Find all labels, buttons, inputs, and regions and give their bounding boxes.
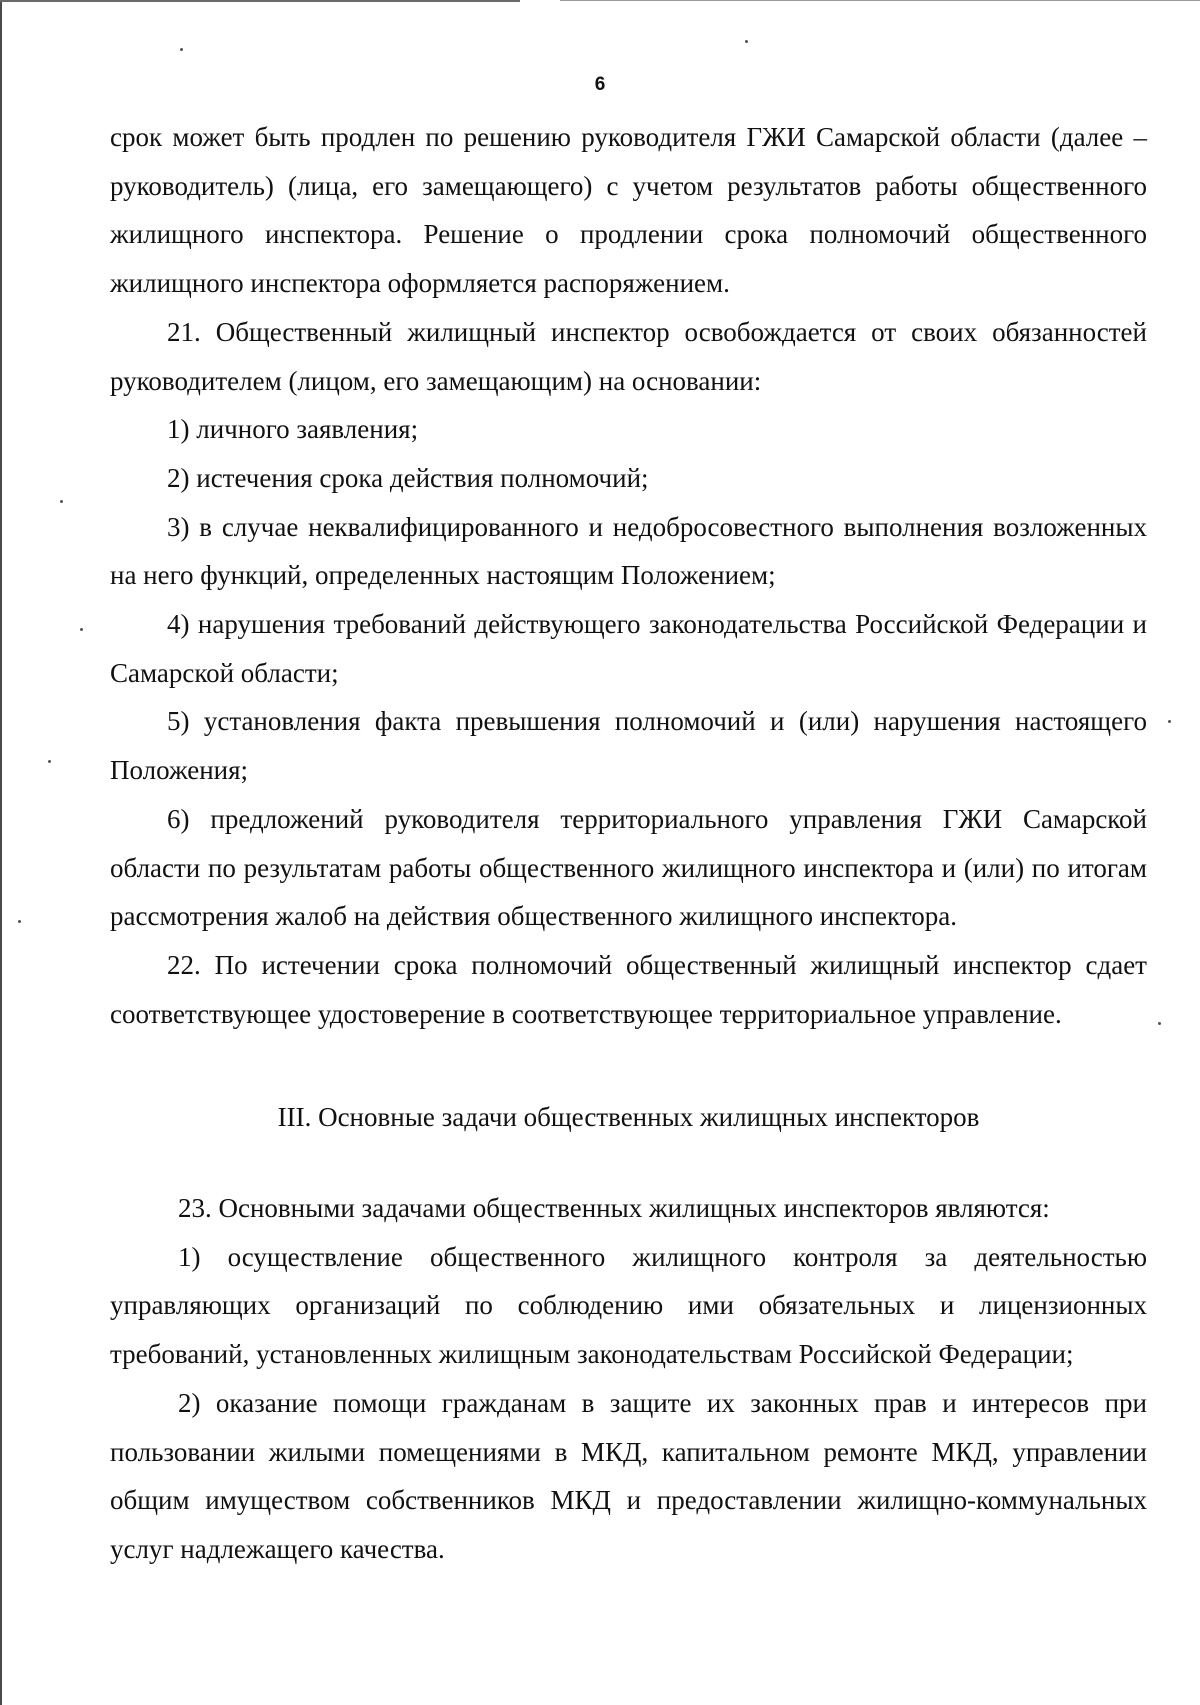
scan-edge-top: [0, 0, 520, 2]
scan-speck: [745, 40, 748, 43]
section-heading: III. Основные задачи общественных жилищных инспекторов: [277, 1102, 980, 1132]
scan-edge-top-right: [560, 0, 1200, 1]
paragraph-22: 22. По истечении срока полномочий общественный жилищный инспектор сдает соответствующее удостоверение в соответствующее территориальное управление.: [110, 949, 1147, 1029]
paragraph-23: 23. Основными задачами общественных жилищных инспекторов являются:: [178, 1193, 1050, 1223]
list-item-21-5: 5) установления факта превышения полномочий и (или) нарушения настоящего Положения;: [110, 706, 1147, 786]
scan-speck: [1168, 720, 1171, 723]
scan-speck: [60, 500, 63, 503]
list-item-23-1: 1) осуществление общественного жилищного контроля за деятельностью управляющих организаций по соблюдению ими обязательных и лицензионных требований, установленных жилищным законодательствам Российской Федерации;: [110, 1241, 1147, 1370]
list-item-21-3: 3) в случае неквалифицированного и недобросовестного выполнения возложенных на него функций, определенных настоящим Положением;: [110, 511, 1147, 591]
scan-speck: [18, 920, 21, 923]
body-text-section-2: [110, 113, 1147, 1038]
scan-speck: [80, 628, 83, 631]
paragraph-term-extension: срок может быть продлен по решению руководителя ГЖИ Самарской области (далее – руководитель) (лица, его замещающего) с учетом результатов работы общественного жилищного инспектора. Решение о продлении срока полномочий общественного жилищного инспектора оформляется распоряжением.: [110, 122, 1147, 299]
scan-edge-left: [0, 0, 2, 1705]
list-item-23-2: 2) оказание помощи гражданам в защите их законных прав и интересов при пользовании жилыми помещениями в МКД, капитальном ремонте МКД, управлении общим имуществом собственников МКД и предоставлении жилищно-коммунальных услуг надлежащего качества.: [110, 1387, 1147, 1564]
scan-speck: [180, 48, 183, 51]
list-item-21-1: 1) личного заявления;: [167, 414, 419, 445]
page-number: 6: [594, 74, 606, 95]
scan-speck: [1158, 1022, 1161, 1025]
list-item-21-6: 6) предложений руководителя территориального управления ГЖИ Самарской области по результатам работы общественного жилищного инспектора и (или) по итогам рассмотрения жалоб на действия общественного жилищного инспектора.: [110, 803, 1147, 932]
list-item-21-2: 2) истечения срока действия полномочий;: [167, 462, 649, 493]
body-text-section-3: [110, 1184, 1147, 1574]
scan-speck: [48, 760, 51, 763]
list-item-21-4: 4) нарушения требований действующего законодательства Российской Федерации и Самарской области;: [110, 609, 1147, 688]
paragraph-21: 21. Общественный жилищный инспектор освобождается от своих обязанностей руководителем (лицом, его замещающим) на основании:: [110, 316, 1147, 396]
